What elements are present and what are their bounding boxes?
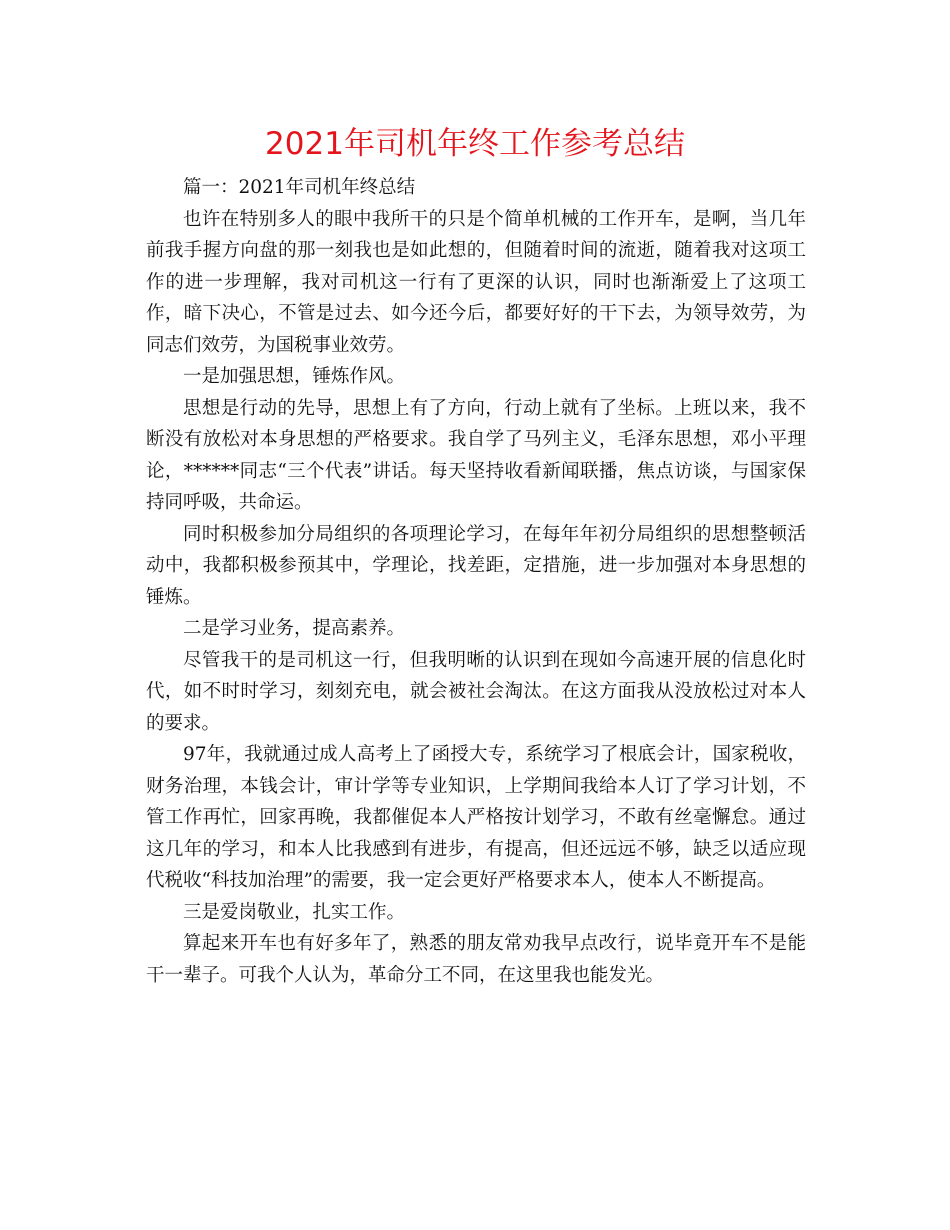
document-body [146, 172, 806, 991]
paragraph: 同时积极参加分局组织的各项理论学习，在每年年初分局组织的思想整顿活动中，我都积极参预其中，学理论，找差距，定措施，进一步加强对本身思想的锤炼。 [146, 523, 806, 608]
paragraph: 也许在特别多人的眼中我所干的只是个简单机械的工作开车，是啊，当几年前我手握方向盘的那一刻我也是如此想的，但随着时间的流逝，随着我对这项工作的进一步理解，我对司机这一行有了更深的认识，同时也渐渐爱上了这项工作，暗下决心，不管是过去、如今还今后，都要好好的干下去，为领导效劳，为同志们效劳，为国税事业效劳。 [146, 208, 806, 356]
paragraph: 算起来开车也有好多年了，熟悉的朋友常劝我早点改行，说毕竟开车不是能干一辈子。可我个人认为，革命分工不同，在这里我也能发光。 [146, 933, 806, 986]
paragraph: 尽管我干的是司机这一行，但我明晰的认识到在现如今高速开展的信息化时代，如不时时学习，刻刻充电，就会被社会淘汰。在这方面我从没放松过对本人的要求。 [146, 649, 806, 734]
paragraph: 篇一：2021年司机年终总结 [183, 177, 416, 198]
section-heading: 二是学习业务，提高素养。 [183, 618, 406, 639]
document-title: 2021年司机年终工作参考总结 [265, 126, 685, 162]
section-heading: 三是爱岗敬业，扎实工作。 [183, 901, 406, 923]
paragraph: 思想是行动的先导，思想上有了方向，行动上就有了坐标。上班以来，我不断没有放松对本身思想的严格要求。我自学了马列主义，毛泽东思想，邓小平理论，******同志“三个代表”讲话。每天坚持收看新闻联播，焦点访谈，与国家保持同呼吸，共命运。 [146, 397, 806, 513]
paragraph: 97年，我就通过成人高考上了函授大专，系统学习了根底会计，国家税收，财务治理，本钱会计，审计学等专业知识，上学期间我给本人订了学习计划，不管工作再忙，回家再晚，我都催促本人严格按计划学习，不敢有丝毫懈怠。通过这几年的学习，和本人比我感到有进步，有提高，但还远远不够，缺乏以适应现代税收“科技加治理”的需要，我一定会更好严格要求本人，使本人不断提高。 [146, 744, 806, 891]
section-heading: 一是加强思想，锤炼作风。 [183, 366, 406, 387]
